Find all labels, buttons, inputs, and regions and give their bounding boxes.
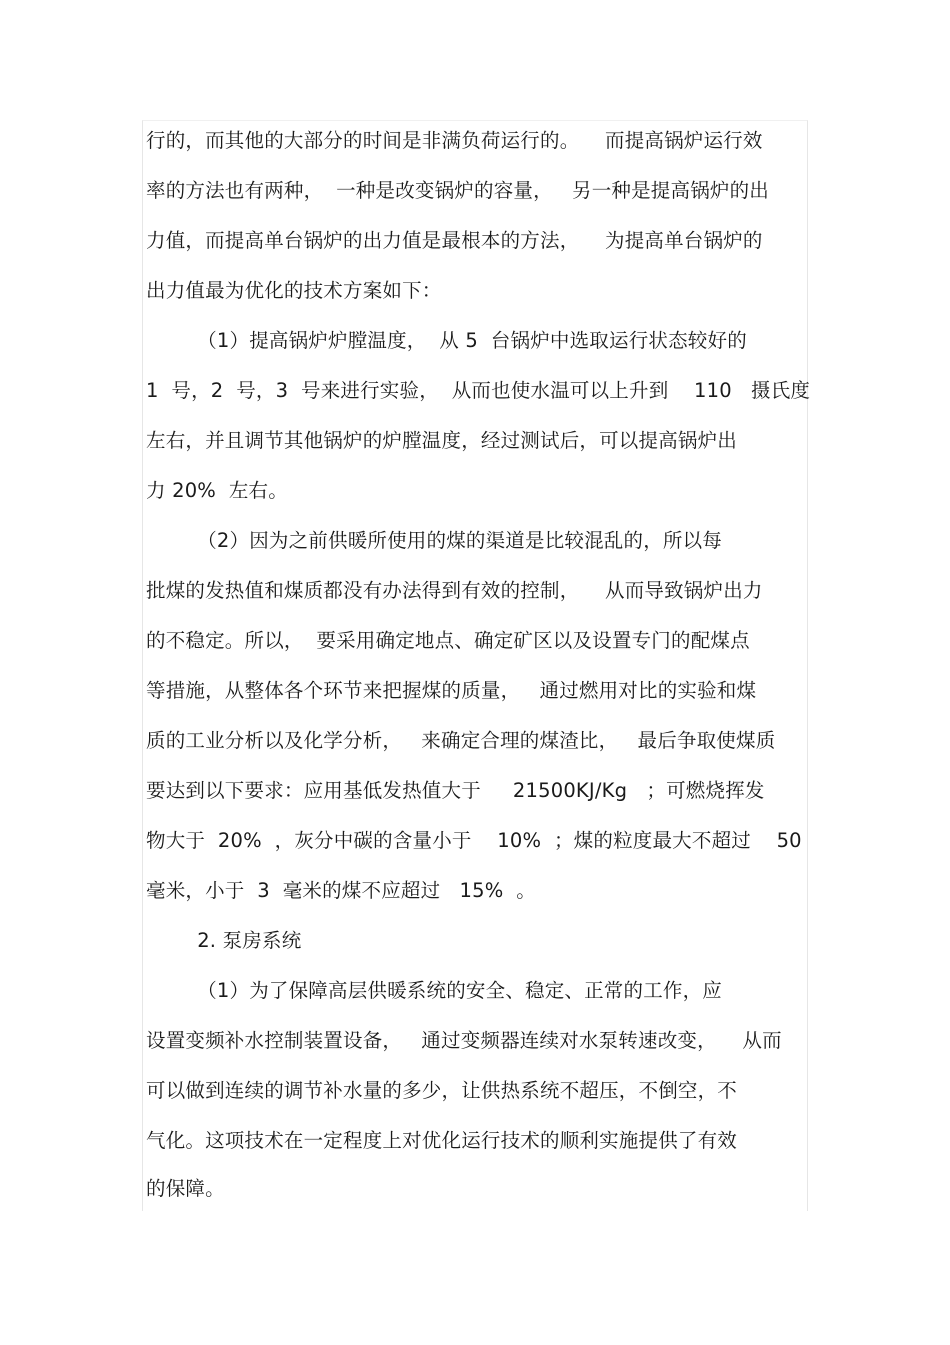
text-line: 要达到以下要求：应用基低发热值大于 21500KJ/Kg ；可燃烧挥发: [146, 779, 765, 802]
text-line: 率的方法也有两种， 一种是改变锅炉的容量， 另一种是提高锅炉的出: [146, 179, 769, 202]
text-line: （2）因为之前供暖所使用的煤的渠道是比较混乱的，所以每: [146, 529, 722, 552]
section-heading: 2. 泵房系统: [146, 929, 302, 952]
text-line: 左右，并且调节其他锅炉的炉膛温度，经过测试后，可以提高锅炉出: [146, 429, 738, 452]
text-line: （1）提高锅炉炉膛温度， 从 5 台锅炉中选取运行状态较好的: [146, 329, 747, 352]
text-line: 力 20% 左右。: [146, 479, 288, 502]
text-line: 物大于 20% ，灰分中碳的含量小于 10% ；煤的粒度最大不超过 50: [146, 829, 802, 852]
text-line: 1 号，2 号，3 号来进行实验， 从而也使水温可以上升到 110 摄氏度: [146, 379, 811, 402]
text-line: 力值，而提高单台锅炉的出力值是最根本的方法， 为提高单台锅炉的: [146, 229, 763, 252]
text-line: 毫米，小于 3 毫米的煤不应超过 15% 。: [146, 879, 536, 902]
text-line: 气化。这项技术在一定程度上对优化运行技术的顺利实施提供了有效: [146, 1129, 738, 1152]
text-line: 设置变频补水控制装置设备， 通过变频器连续对水泵转速改变， 从而: [146, 1029, 782, 1052]
text-line: 行的，而其他的大部分的时间是非满负荷运行的。 而提高锅炉运行效: [146, 129, 763, 152]
text-line: 质的工业分析以及化学分析， 来确定合理的煤渣比， 最后争取使煤质: [146, 729, 776, 752]
text-line: 批煤的发热值和煤质都没有办法得到有效的控制， 从而导致锅炉出力: [146, 579, 763, 602]
text-line: 可以做到连续的调节补水量的多少，让供热系统不超压，不倒空，不: [146, 1079, 738, 1102]
text-line: （1）为了保障高层供暖系统的安全、稳定、正常的工作，应: [146, 979, 722, 1002]
text-line: 的不稳定。所以， 要采用确定地点、确定矿区以及设置专门的配煤点: [146, 629, 750, 652]
text-line: 出力值最为优化的技术方案如下：: [146, 279, 442, 302]
text-line: 的保障。: [146, 1177, 225, 1200]
text-line: 等措施，从整体各个环节来把握煤的质量， 通过燃用对比的实验和煤: [146, 679, 757, 702]
